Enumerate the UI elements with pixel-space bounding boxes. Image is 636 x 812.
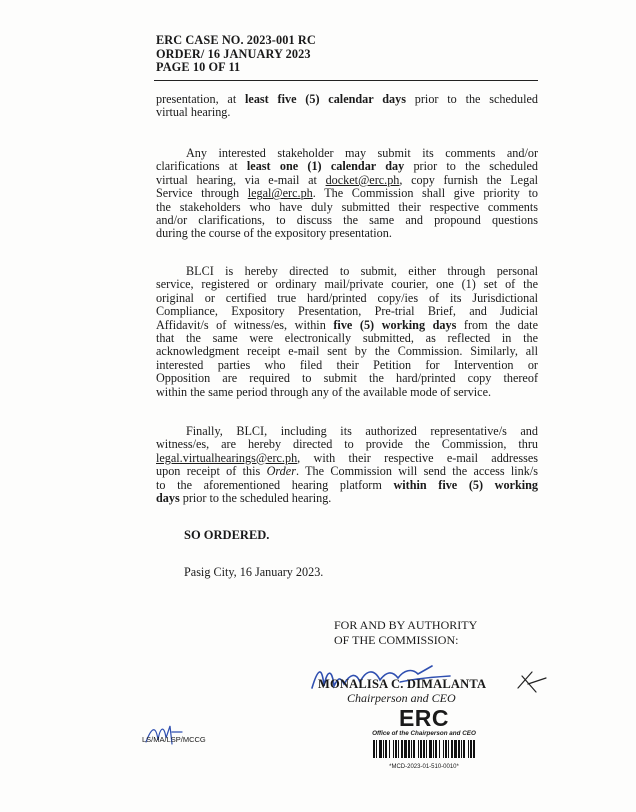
paragraph-presentation: presentation, at least five (5) calendar days prior to the scheduled virtual hearing. <box>156 92 538 120</box>
legal-email-link[interactable]: legal@erc.ph <box>247 186 313 201</box>
signatory-title: Chairperson and CEO <box>347 691 456 705</box>
so-ordered: SO ORDERED. <box>184 528 270 542</box>
reference-initials: LS/MA/LSP/MCCG <box>142 735 206 744</box>
signatory-name: MONALISA C. DIMALANTA <box>318 677 487 691</box>
paragraph-stakeholder-comments: Any interested stakeholder may submit its comments and/or clarifications at least one (1) calendar day prior to the scheduled virtual hearing, via e-mail at docket@erc.ph, copy furnish the Legal Service through legal@erc.ph. The Commission shall give priority to the stakeholders who have duly submitted their respective comments and/or clarifications, to discuss the same and propound questions during the course of the expository presentation. <box>156 146 538 241</box>
case-number: ERC CASE NO. 2023-001 RC <box>156 33 316 47</box>
page-number: PAGE 10 OF 11 <box>156 60 241 74</box>
order-date: ORDER/ 16 JANUARY 2023 <box>156 46 311 61</box>
erc-stamp <box>370 706 478 786</box>
authority-block <box>334 618 477 648</box>
paragraph-submission-directive: BLCI is hereby directed to submit, either through personal service, registered or ordinary mail/private courier, one (1) set of the original or certified true hard/printed copy/ies of its Jurisdictional Compliance, Expository Presentation, Pre-trial Brief, and Judicial Affidavit/s of witness/es, within five (5) working days from the date that the same were electronically submitted, as reflected in the acknowledgment receipt e-mail sent by the Commission. Similarly, all interested parties who filed their Petition for Intervention or Opposition are required to submit the hard/printed copy thereof within the same period through any of the available mode of service. <box>156 264 538 399</box>
stamp-office: Office of the Chairperson and CEO <box>372 730 476 737</box>
paragraph-virtual-hearing: Finally, BLCI, including its authorized representative/s and witness/es, are hereby directed to provide the Commission, thru legal.virtualhearings@erc.ph, with their respective e-mail addresses upon receipt of this Order. The Commission will send the access link/s to the aforementioned hearing platform within five (5) working days prior to the scheduled hearing. <box>156 424 538 506</box>
authority-line-2: OF THE COMMISSION: <box>334 633 459 647</box>
docket-email-link[interactable]: docket@erc.ph <box>325 172 400 187</box>
stamp-logo-text: ERC <box>398 705 450 731</box>
barcode-icon <box>373 740 475 758</box>
authority-line-1: FOR AND BY AUTHORITY <box>334 618 478 632</box>
page-header <box>156 34 316 75</box>
place-and-date: Pasig City, 16 January 2023. <box>184 565 324 579</box>
virtual-hearings-email-link[interactable]: legal.virtualhearings@erc.ph <box>156 450 298 465</box>
header-rule <box>154 80 538 81</box>
barcode-number: *MCD-2023-01-510-0010* <box>389 764 459 770</box>
